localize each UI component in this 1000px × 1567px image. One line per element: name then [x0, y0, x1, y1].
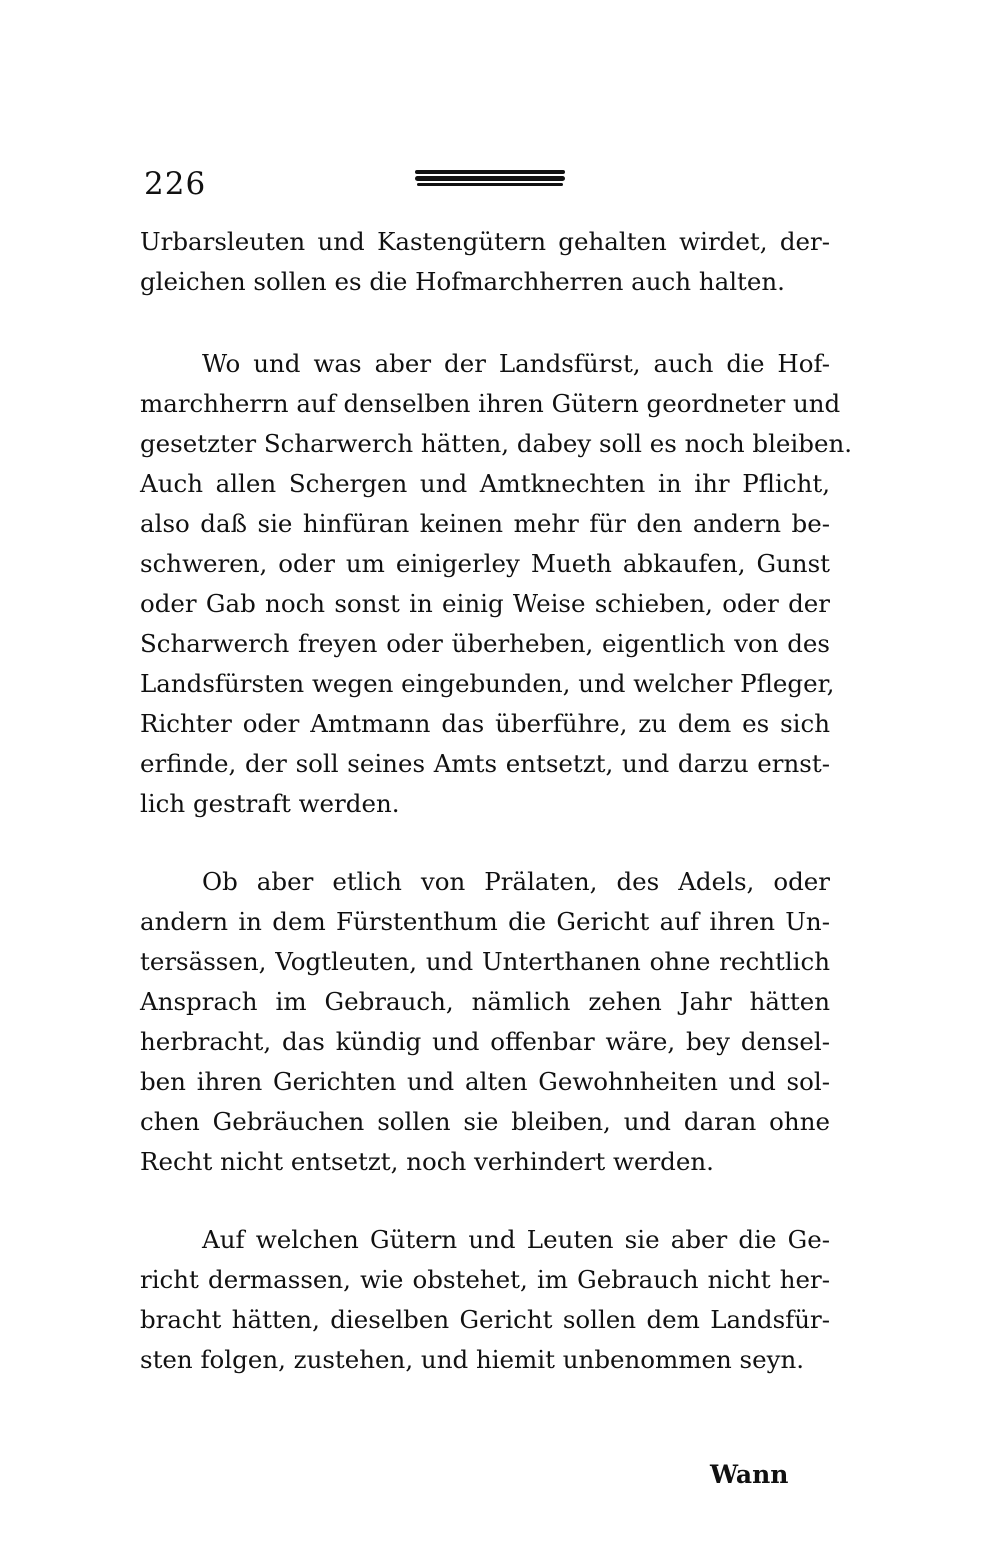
paragraph-3: [140, 862, 830, 1182]
paragraph-4: [140, 1220, 830, 1380]
text-line: Ansprach im Gebrauch, nämlich zehen Jahr hätten: [140, 987, 830, 1016]
text-line: schweren, oder um einigerley Mueth abkaufen, Gunst: [140, 549, 830, 578]
text-line: also daß sie hinfüran keinen mehr für den andern be-: [140, 509, 830, 538]
text-line: richt dermassen, wie obstehet, im Gebrauch nicht her-: [140, 1265, 830, 1294]
text-line: Wo und was aber der Landsfürst, auch die Hof-: [202, 349, 830, 378]
text-line: Urbarsleuten und Kastengütern gehalten wirdet, der-: [140, 227, 830, 256]
text-line: Scharwerch freyen oder überheben, eigentlich von des: [140, 629, 830, 658]
text-line: oder Gab noch sonst in einig Weise schieben, oder der: [140, 589, 830, 618]
text-line: herbracht, das kündig und offenbar wäre, bey densel-: [140, 1027, 830, 1056]
catchword: Wann: [710, 1460, 789, 1489]
text-line: Recht nicht entsetzt, noch verhindert werden.: [140, 1147, 714, 1176]
text-line: andern in dem Fürstenthum die Gericht auf ihren Un-: [140, 907, 830, 936]
text-line: Landsfürsten wegen eingebunden, und welcher Pfleger,: [140, 669, 835, 698]
text-line: tersässen, Vogtleuten, und Unterthanen ohne rechtlich: [140, 947, 830, 976]
text-line: ben ihren Gerichten und alten Gewohnheiten und sol-: [140, 1067, 830, 1096]
text-line: chen Gebräuchen sollen sie bleiben, und daran ohne: [140, 1107, 830, 1136]
text-line: Auf welchen Gütern und Leuten sie aber die Ge-: [202, 1225, 830, 1254]
text-line: gleichen sollen es die Hofmarchherren auch halten.: [140, 267, 785, 296]
page-number: 226: [144, 166, 207, 202]
text-line: lich gestraft werden.: [140, 789, 400, 818]
header-ornament-rule: [415, 170, 565, 186]
text-line: sten folgen, zustehen, und hiemit unbenommen seyn.: [140, 1345, 805, 1374]
text-line: erfinde, der soll seines Amts entsetzt, und darzu ernst-: [140, 749, 830, 778]
text-line: gesetzter Scharwerch hätten, dabey soll es noch bleiben.: [140, 429, 853, 458]
text-line: bracht hätten, dieselben Gericht sollen dem Landsfür-: [140, 1305, 830, 1334]
text-line: marchherrn auf denselben ihren Gütern geordneter und: [140, 389, 841, 418]
text-line: Auch allen Schergen und Amtknechten in ihr Pflicht,: [140, 469, 830, 498]
text-line: Ob aber etlich von Prälaten, des Adels, oder: [202, 867, 830, 896]
paragraph-1: [140, 222, 830, 302]
paragraph-2: [140, 344, 853, 824]
text-line: Richter oder Amtmann das überführe, zu dem es sich: [140, 709, 830, 738]
